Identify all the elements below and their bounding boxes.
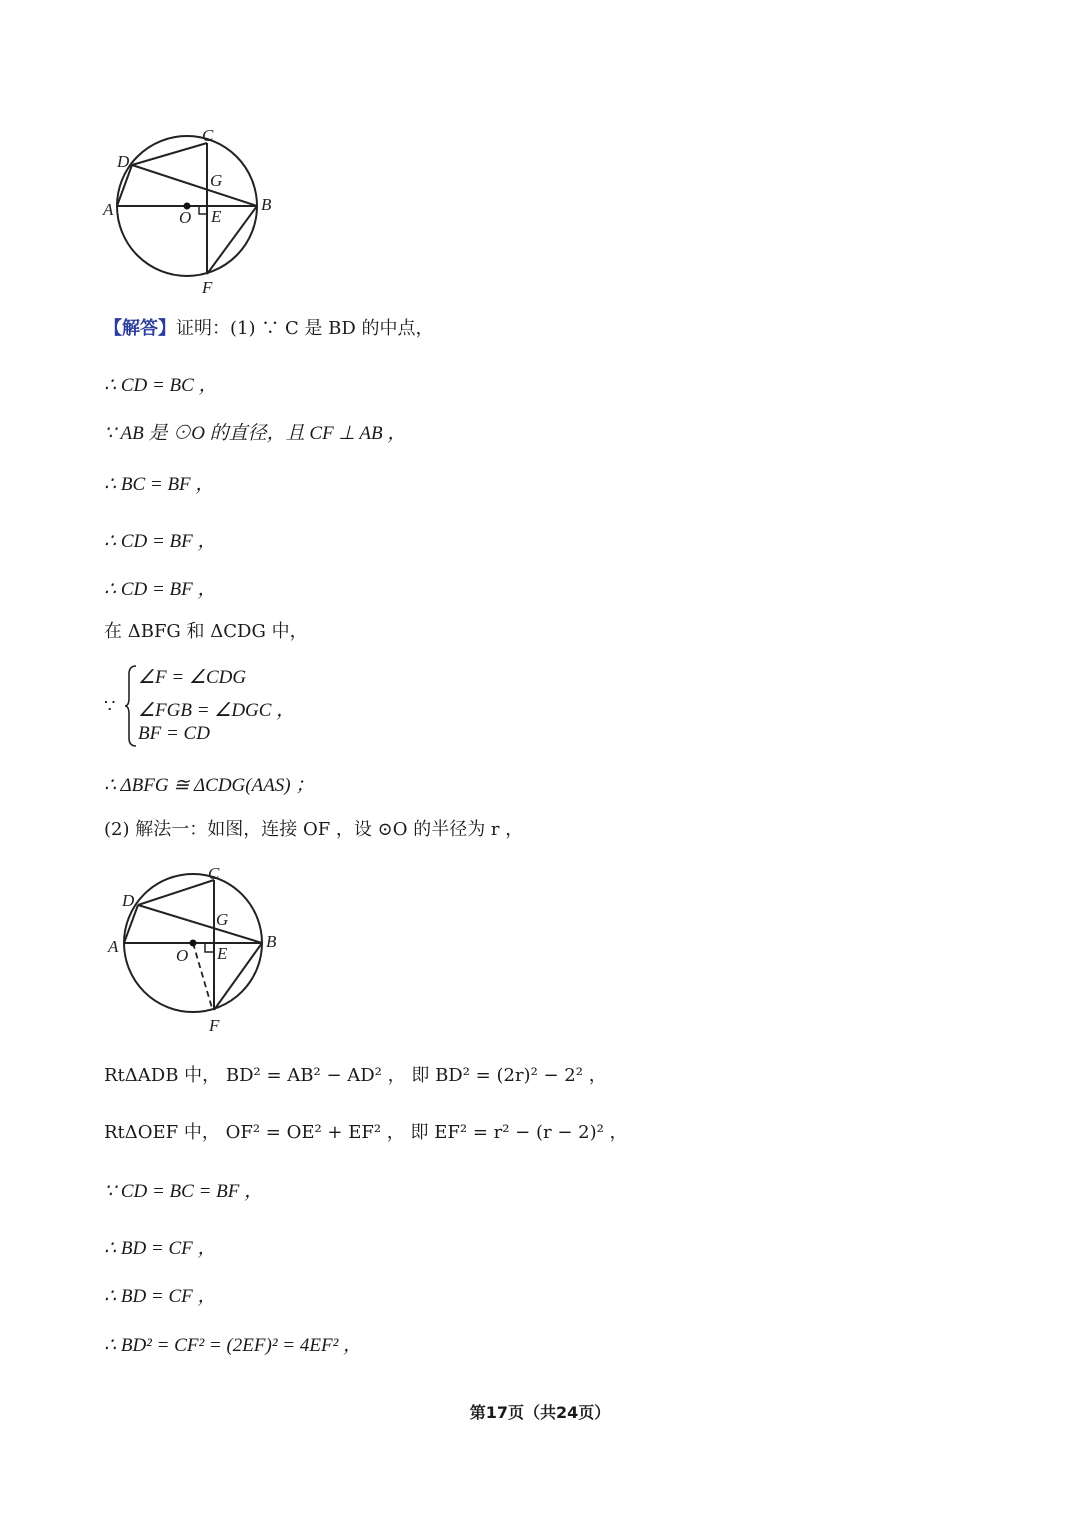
solution-line-4: ∴ BC = BF ，: [104, 474, 215, 495]
solution-line-6: ∴ CD = BF ，: [104, 579, 217, 600]
solution-line-1: [104, 317, 434, 341]
solution-line-1-text: 证明：(1) ∵ C 是 BD 的中点，: [176, 318, 434, 339]
label-d: D: [122, 891, 135, 910]
geometry-figure-1: [100, 124, 285, 299]
label-b: B: [266, 932, 277, 951]
label-o: O: [176, 946, 189, 965]
solution-line-3: ∵ AB 是 ⊙O 的直径，且 CF ⊥ AB ，: [104, 423, 407, 444]
label-f: F: [202, 278, 213, 297]
label-o: O: [179, 208, 192, 227]
label-a: A: [108, 937, 119, 956]
label-b: B: [261, 195, 272, 214]
label-c: C: [202, 126, 214, 145]
segment-db: [132, 165, 257, 206]
condition-1: ∠F = ∠CDG: [138, 667, 247, 688]
solution-line-14: ∴ BD = CF ，: [104, 1286, 217, 1307]
label-d: D: [117, 152, 130, 171]
condition-2: ∠FGB = ∠DGC ，: [138, 700, 296, 721]
label-g: G: [210, 171, 223, 190]
label-e: E: [217, 944, 228, 963]
right-angle-mark: [205, 943, 214, 952]
center-dot: [190, 940, 197, 947]
solution-line-15: ∴ BD² = CF² = (2EF)² = 4EF² ，: [104, 1335, 363, 1356]
segment-dc: [138, 880, 214, 905]
answer-tag: 【解答】: [104, 318, 176, 339]
solution-line-9: (2) 解法一：如图，连接 OF ，设 ⊙O 的半径为 r ，: [104, 819, 524, 840]
label-f: F: [209, 1016, 220, 1035]
label-g: G: [216, 910, 229, 929]
solution-line-13: ∴ BD = CF ，: [104, 1238, 217, 1259]
geometry-figure-2: [104, 862, 289, 1037]
page-number-footer: 第17页（共24页）: [469, 1403, 611, 1422]
congruence-conditions: [104, 664, 384, 750]
left-brace: [124, 664, 138, 748]
condition-3: BF = CD: [138, 723, 210, 744]
solution-line-8: ∴ ΔBFG ≅ ΔCDG(AAS) ；: [104, 775, 315, 796]
segment-db: [138, 905, 262, 943]
solution-line-12: ∵ CD = BC = BF ，: [104, 1181, 264, 1202]
right-angle-mark: [199, 206, 207, 214]
segment-dc: [132, 143, 207, 165]
solution-line-7: 在 ΔBFG 和 ΔCDG 中，: [104, 621, 308, 642]
label-e: E: [211, 207, 222, 226]
solution-line-2: ∴ CD = BC ，: [104, 375, 218, 396]
solution-line-10: RtΔADB 中， BD² = AB² − AD² ， 即 BD² = (2r)² − 2² ，: [104, 1065, 607, 1086]
label-c: C: [208, 864, 220, 883]
solution-line-5: ∴ CD = BF ，: [104, 531, 217, 552]
solution-line-11: RtΔOEF 中， OF² = OE² + EF² ， 即 EF² = r² − (r − 2)² ，: [104, 1122, 628, 1143]
because-symbol: ∵: [104, 696, 116, 717]
label-a: A: [103, 200, 114, 219]
